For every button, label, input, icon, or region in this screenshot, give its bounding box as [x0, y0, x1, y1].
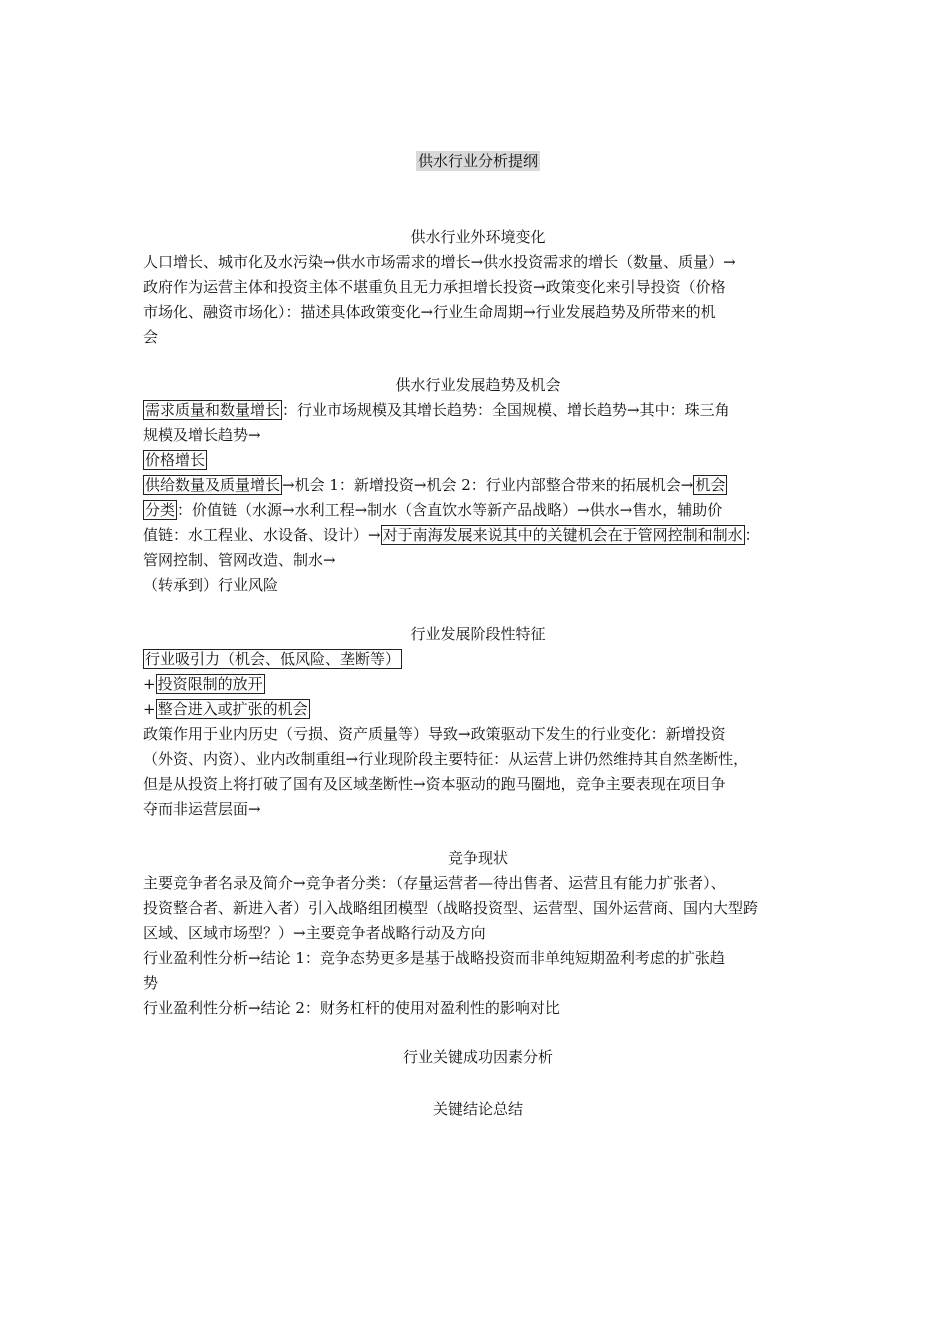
body-line: 需求质量和数量增长 ：行业市场规模及其增长趋势：全国规模、增长趋势→其中：珠三角	[145, 401, 730, 419]
body-line: 规模及增长趋势→	[143, 426, 261, 444]
body-line	[143, 448, 813, 473]
body-line: 管网控制、管网改造、制水→	[143, 551, 336, 569]
boxed-phrase: 机会	[695, 476, 726, 494]
body-line: 值链：水工程业、水设备、设计）→ 对于南海发展来说其中的关键机会在于管网控制和制水 ：	[143, 526, 760, 544]
section-heading-ksf: 行业关键成功因素分析	[402, 1048, 553, 1066]
boxed-phrase: 整合进入或扩张的机会	[157, 700, 308, 718]
section-heading-trends: 供水行业发展趋势及机会	[395, 376, 561, 394]
body-line: 市场化、融资市场化）：描述具体政策变化→行业生命周期→行业发展趋势及所带来的机	[143, 303, 716, 321]
body-line: 分类 ：价值链（水源→水利工程→制水（含直饮水等新产品战略）→供水→售水，辅助价	[145, 501, 723, 519]
section-body-competition	[143, 871, 813, 1021]
body-line: 夺而非运营层面→	[143, 800, 261, 818]
body-line: 政策作用于业内历史（亏损、资产质量等）导致→政策驱动下发生的行业变化：新增投资	[143, 725, 726, 743]
body-line: + 投资限制的放开	[143, 675, 263, 693]
boxed-phrase: 供给数量及质量增长	[145, 476, 281, 494]
body-line: + 整合进入或扩张的机会	[143, 700, 308, 718]
body-line: 人口增长、城市化及水污染→供水市场需求的增长→供水投资需求的增长（数量、质量）→	[143, 253, 736, 271]
body-line: 但是从投资上将打破了国有及区域垄断性→资本驱动的跑马圈地，竞争主要表现在项目争	[143, 775, 726, 793]
body-line: （外资、内资）、业内改制重组→行业现阶段主要特征：从运营上讲仍然维持其自然垄断性，	[143, 750, 749, 768]
boxed-phrase: 分类	[145, 501, 176, 519]
section-heading-external: 供水行业外环境变化	[410, 228, 546, 246]
section-heading-stage: 行业发展阶段性特征	[410, 625, 546, 643]
section-heading-competition: 竞争现状	[447, 849, 508, 867]
section-heading-summary: 关键结论总结	[432, 1100, 523, 1118]
section-body-external	[143, 250, 813, 350]
body-line: 供给数量及质量增长 →机会 1：新增投资→机会 2：行业内部整合带来的拓展机会→ 机会	[145, 476, 726, 494]
body-line	[143, 647, 813, 672]
body-line: 政府作为运营主体和投资主体不堪重负且无力承担增长投资→政策变化来引导投资（价格	[143, 278, 726, 296]
section-body-trends	[143, 398, 813, 598]
section-body-stage	[143, 647, 813, 822]
body-line: 投资整合者、新进入者）引入战略组团模型（战略投资型、运营型、国外运营商、国内大型跨	[143, 899, 759, 917]
document-title: 供水行业分析提纲	[417, 152, 538, 170]
body-line: 行业盈利性分析→结论 2：财务杠杆的使用对盈利性的影响对比	[143, 999, 560, 1017]
boxed-phrase: 价格增长	[145, 451, 206, 469]
boxed-phrase: 行业吸引力（机会、低风险、垄断等）	[145, 650, 401, 668]
body-line: 会	[143, 328, 159, 346]
boxed-phrase: 需求质量和数量增长	[145, 401, 281, 419]
body-line: 势	[143, 974, 159, 992]
boxed-phrase: 对于南海发展来说其中的关键机会在于管网控制和制水	[382, 526, 743, 544]
body-line: 区域、区域市场型？）→主要竞争者战略行动及方向	[143, 924, 486, 942]
body-line: 行业盈利性分析→结论 1：竞争态势更多是基于战略投资而非单纯短期盈利考虑的扩张趋	[143, 949, 725, 967]
boxed-phrase: 投资限制的放开	[157, 675, 263, 693]
body-line: （转承到）行业风险	[143, 576, 279, 594]
body-line: 主要竞争者名录及简介→竞争者分类：（存量运营者—待出售者、运营且有能力扩张者）、	[143, 874, 726, 892]
